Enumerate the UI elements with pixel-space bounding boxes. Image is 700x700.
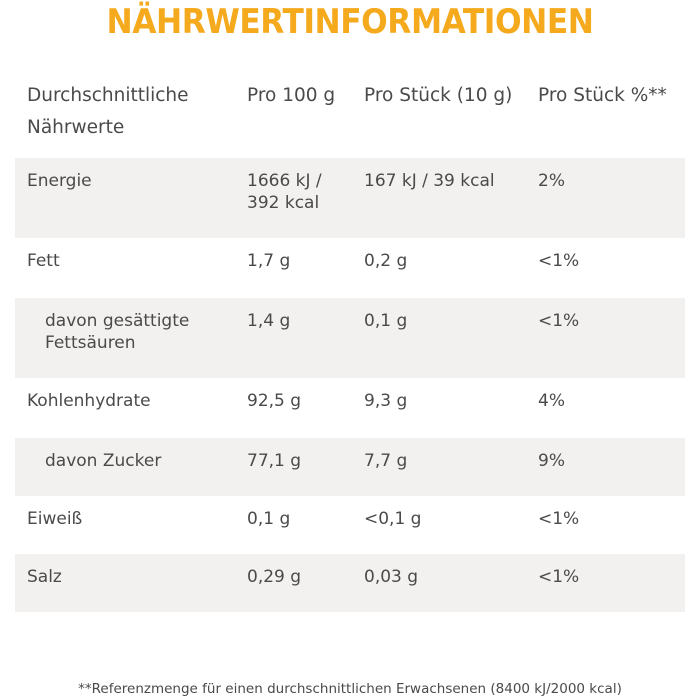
nutrient-name: davon gesättigte Fettsäuren	[45, 311, 190, 353]
value-per-100g: 1,7 g	[247, 251, 291, 271]
table-row	[15, 496, 685, 554]
value-per-piece: 0,03 g	[364, 567, 419, 587]
value-per-piece: <0,1 g	[364, 509, 422, 529]
nutrient-name: Salz	[27, 567, 62, 587]
nutrient-name: davon Zucker	[45, 451, 162, 471]
value-per-piece: 9,3 g	[364, 391, 408, 411]
value-percent: <1%	[538, 509, 580, 529]
value-per-100g: 1,4 g	[247, 311, 291, 331]
footnote: **Referenzmenge für einen durchschnittlichen Erwachsenen (8400 kJ/2000 kcal)	[78, 681, 622, 697]
value-percent: 9%	[538, 451, 565, 471]
value-per-100g: 0,29 g	[247, 567, 302, 587]
table-row	[15, 554, 685, 612]
value-per-100g: 0,1 g	[247, 509, 291, 529]
nutrient-name: Eiweiß	[27, 509, 83, 529]
nutrient-name: Kohlenhydrate	[27, 391, 151, 411]
value-per-piece: 7,7 g	[364, 451, 408, 471]
value-per-100g: 92,5 g	[247, 391, 302, 411]
value-percent: <1%	[538, 251, 580, 271]
header-per-piece-percent: Pro Stück %**	[538, 85, 667, 106]
table-row	[15, 298, 685, 378]
nutrient-name: Fett	[27, 251, 60, 271]
table-row	[15, 438, 685, 496]
value-per-piece: 167 kJ / 39 kcal	[364, 171, 495, 191]
value-per-100g: 1666 kJ / 392 kcal	[247, 171, 322, 213]
table-row	[15, 238, 685, 298]
value-percent: 2%	[538, 171, 565, 191]
nutrient-name: Energie	[27, 171, 92, 191]
value-percent: <1%	[538, 567, 580, 587]
table-row	[15, 378, 685, 438]
value-per-100g: 77,1 g	[247, 451, 302, 471]
value-percent: <1%	[538, 311, 580, 331]
value-percent: 4%	[538, 391, 565, 411]
value-per-piece: 0,2 g	[364, 251, 408, 271]
header-per-piece: Pro Stück (10 g)	[364, 85, 513, 106]
page-title: NÄHRWERTINFORMATIONEN	[106, 2, 594, 42]
header-nutrients: Durchschnittliche Nährwerte	[27, 85, 189, 138]
header-per-100g: Pro 100 g	[247, 85, 336, 106]
nutrition-table	[15, 64, 685, 612]
table-header-row	[15, 64, 685, 158]
value-per-piece: 0,1 g	[364, 311, 408, 331]
table-row	[15, 158, 685, 238]
